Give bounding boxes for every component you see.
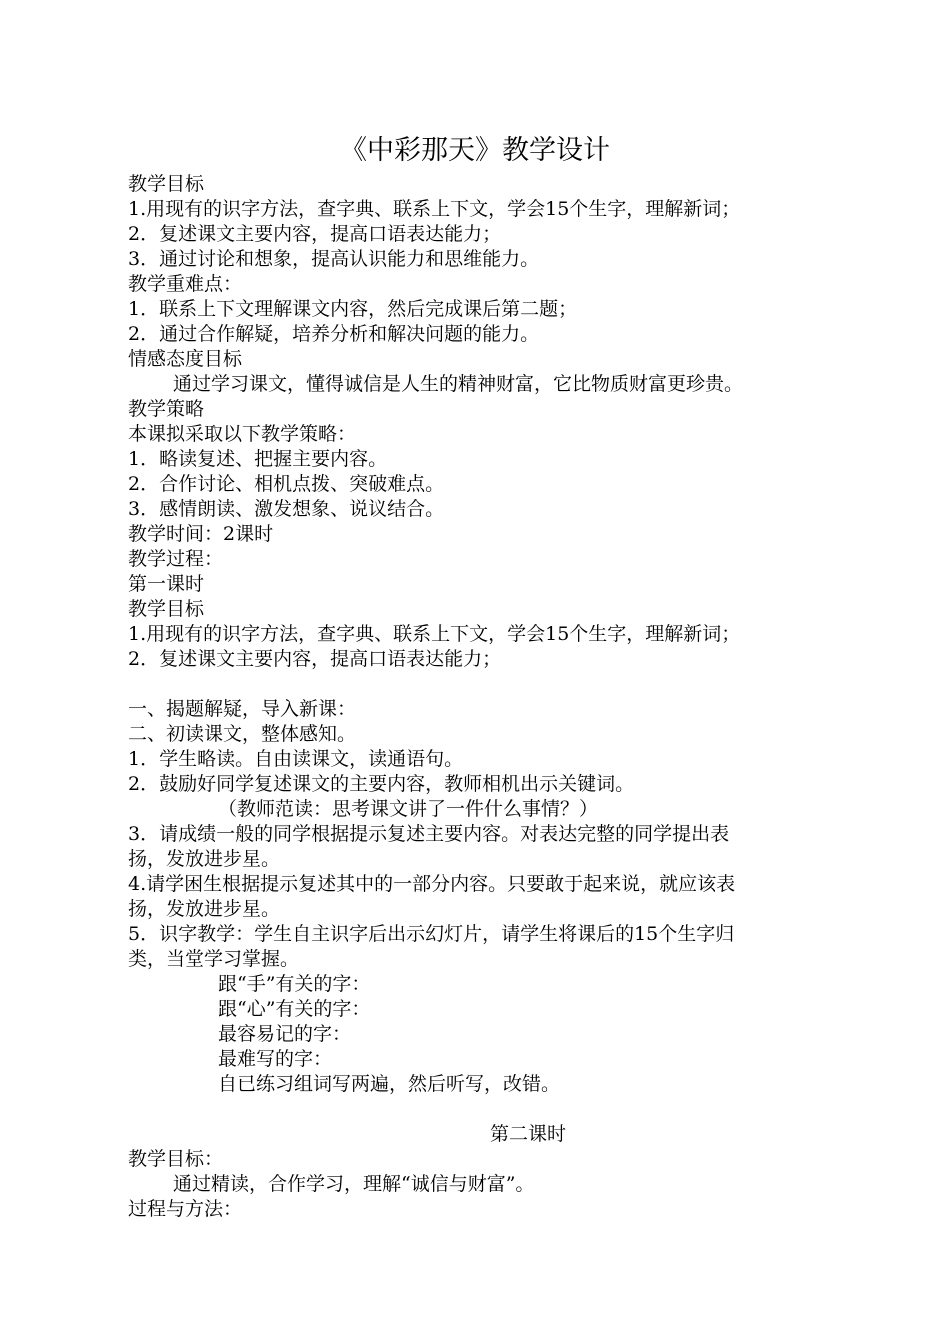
- text-line: 1．学生略读。自由读课文，读通语句。: [128, 748, 464, 770]
- text-line: 二、初读课文，整体感知。: [128, 723, 357, 745]
- text-line: 1.用现有的识字方法，查字典、联系上下文，学会15个生字，理解新词；: [128, 198, 741, 220]
- text-line: 教学策略: [128, 398, 205, 420]
- text-line: 通过学习课文，懂得诚信是人生的精神财富，它比物质财富更珍贵。: [173, 373, 744, 395]
- text-line: 最难写的字：: [218, 1048, 333, 1070]
- text-line: 第二课时: [489, 1123, 566, 1145]
- text-line: 跟“手”有关的字：: [218, 973, 371, 995]
- text-line: 教学目标: [128, 173, 205, 195]
- text-line: 本课拟采取以下教学策略：: [128, 423, 357, 445]
- text-line: 教学重难点：: [128, 273, 243, 295]
- text-line: 通过精读，合作学习，理解“诚信与财富”。: [173, 1173, 535, 1195]
- text-line: 2．合作讨论、相机点拨、突破难点。: [128, 473, 445, 495]
- text-line: 跟“心”有关的字：: [218, 998, 371, 1020]
- text-line: 2．复述课文主要内容，提高口语表达能力；: [128, 648, 502, 670]
- text-line: 3．感情朗读、激发想象、说议结合。: [128, 498, 445, 520]
- text-line: 1.用现有的识字方法，查字典、联系上下文，学会15个生字，理解新词；: [128, 623, 741, 645]
- text-line: 教学时间：2课时: [128, 523, 274, 545]
- text-line: 3．请成绩一般的同学根据提示复述主要内容。对表达完整的同学提出表: [128, 823, 730, 845]
- text-line: 第一课时: [128, 573, 205, 595]
- text-line: 2．鼓励好同学复述课文的主要内容，教师相机出示关键词。: [128, 773, 635, 795]
- text-line: 1．联系上下文理解课文内容，然后完成课后第二题；: [128, 298, 578, 320]
- text-line: 教学过程：: [128, 548, 224, 570]
- text-line: 2．通过合作解疑，培养分析和解决问题的能力。: [128, 323, 540, 345]
- text-line: （教师范读：思考课文讲了一件什么事情？）: [218, 798, 599, 820]
- text-line: 扬，发放进步星。: [128, 848, 281, 870]
- document-body: [128, 172, 848, 1222]
- text-line: 1．略读复述、把握主要内容。: [128, 448, 388, 470]
- text-line: 教学目标: [128, 598, 205, 620]
- blank-line: [128, 1097, 848, 1122]
- text-line: 扬，发放进步星。: [128, 898, 281, 920]
- text-line: 自已练习组词写两遍，然后听写，改错。: [218, 1073, 561, 1095]
- text-line: 3．通过讨论和想象，提高认识能力和思维能力。: [128, 248, 540, 270]
- text-line: 2．复述课文主要内容，提高口语表达能力；: [128, 223, 502, 245]
- blank-line: [128, 672, 848, 697]
- document-title: 《中彩那天》教学设计: [340, 135, 610, 166]
- text-line: 情感态度目标: [128, 348, 243, 370]
- text-line: 一、揭题解疑，导入新课：: [128, 698, 357, 720]
- text-line: 类，当堂学习掌握。: [128, 948, 300, 970]
- text-line: 4.请学困生根据提示复述其中的一部分内容。只要敢于起来说，就应该表: [128, 873, 736, 895]
- text-line: 5．识字教学：学生自主识字后出示幻灯片，请学生将课后的15个生字归: [128, 923, 735, 945]
- text-line: 教学目标：: [128, 1148, 224, 1170]
- text-line: 最容易记的字：: [218, 1023, 352, 1045]
- text-line: 过程与方法：: [128, 1198, 243, 1220]
